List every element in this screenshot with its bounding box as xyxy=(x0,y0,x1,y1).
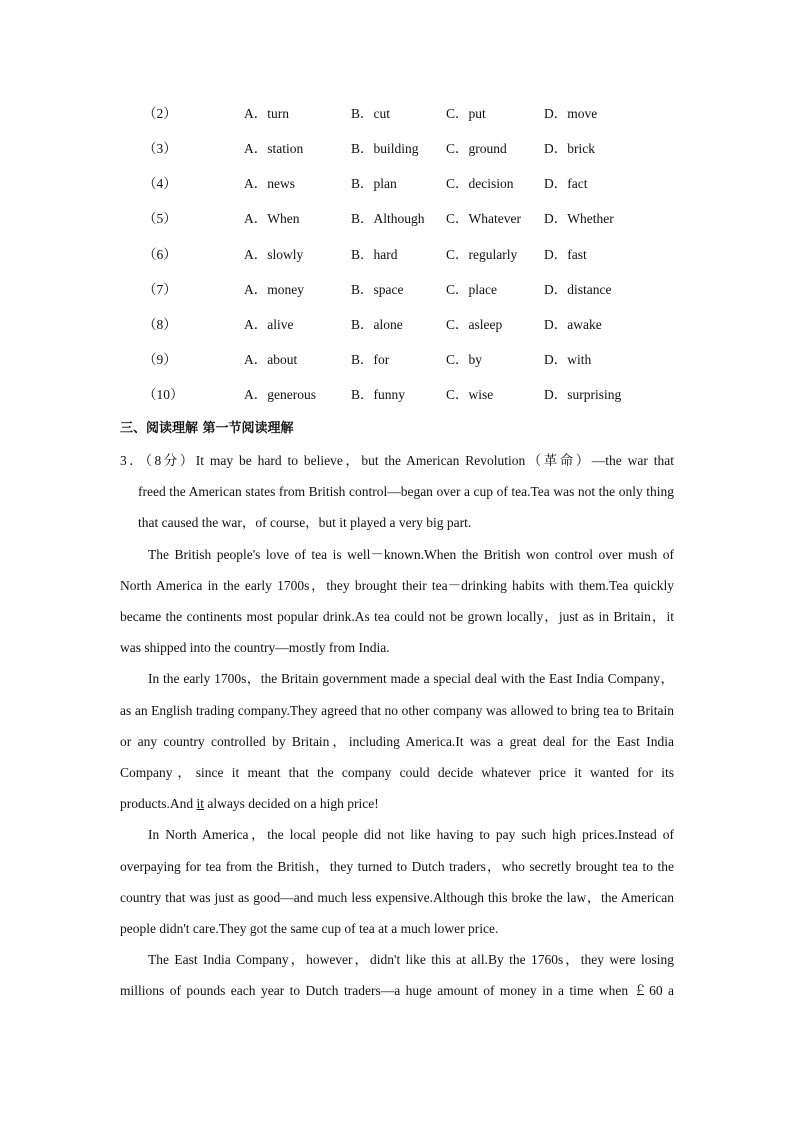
option-c: C．place xyxy=(446,282,497,297)
passage-paragraph-1: The British people's love of tea is well－known.When the British won control over mush of North America in the early 1700s，they brought their tea－drinking habits with them.Tea quickly became the continents most popular drink.As tea could not be grown locally，just as in Britain，it was shipped into the country—mostly from India. xyxy=(120,546,674,656)
option-c: C．put xyxy=(446,106,486,121)
question-stem-first-line: 3．（8分）It may be hard to believe，but the American Revolution（革命）—the war that xyxy=(120,453,674,468)
option-c: C．ground xyxy=(446,141,507,156)
option-d: D．brick xyxy=(544,141,595,156)
question-stem-continuation: freed the American states from British control—began over a cup of tea.Tea was not the only thing that caused the war，of course，but it played a very big part. xyxy=(138,484,674,531)
option-d: D．Whether xyxy=(544,211,614,226)
option-a: A．alive xyxy=(244,317,294,332)
question-number: （10） xyxy=(143,387,184,402)
question-number: （4） xyxy=(143,176,177,191)
option-b: B．hard xyxy=(351,247,398,262)
option-b: B．funny xyxy=(351,387,405,402)
question-number: （6） xyxy=(143,247,177,262)
question-number: （3） xyxy=(143,141,177,156)
option-c: C．by xyxy=(446,352,483,367)
option-d: D．fast xyxy=(544,247,587,262)
question-number: （2） xyxy=(143,106,177,121)
passage-paragraph-2 xyxy=(120,663,674,819)
option-b: B．alone xyxy=(351,317,403,332)
option-a: A．When xyxy=(244,211,300,226)
option-c: C．asleep xyxy=(446,317,503,332)
question-number: （9） xyxy=(143,352,177,367)
question-number: （5） xyxy=(143,211,177,226)
option-b: B．Although xyxy=(351,211,425,226)
option-a: A．station xyxy=(244,141,304,156)
option-d: D．move xyxy=(544,106,598,121)
option-a: A．about xyxy=(244,352,298,367)
option-a: A．generous xyxy=(244,387,316,402)
option-b: B．plan xyxy=(351,176,397,191)
underlined-it: it xyxy=(196,796,205,812)
reading-passage xyxy=(120,445,674,1007)
option-c: C．decision xyxy=(446,176,514,191)
option-b: B．for xyxy=(351,352,390,367)
option-d: D．surprising xyxy=(544,387,622,402)
paragraph-2-text-b: always decided on a high price! xyxy=(204,796,379,812)
option-b: B．cut xyxy=(351,106,390,121)
option-a: A．turn xyxy=(244,106,289,121)
option-c: C．regularly xyxy=(446,247,518,262)
question-number: （8） xyxy=(143,317,177,332)
option-d: D．fact xyxy=(544,176,588,191)
question-number: （7） xyxy=(143,282,177,297)
option-d: D．awake xyxy=(544,317,602,332)
option-a: A．money xyxy=(244,282,304,297)
option-a: A．slowly xyxy=(244,247,304,262)
section-title: 三、阅读理解 第一节阅读理解 xyxy=(120,421,294,436)
option-d: D．distance xyxy=(544,282,612,297)
option-b: B．building xyxy=(351,141,419,156)
option-c: C．Whatever xyxy=(446,211,521,226)
option-d: D．with xyxy=(544,352,592,367)
option-a: A．news xyxy=(244,176,295,191)
option-c: C．wise xyxy=(446,387,494,402)
paragraph-2-text-a: In the early 1700s，the Britain government made a special deal with the East India Company，as an English trading company.They agreed that no other company was allowed to bring tea to Britain or any country controlled by Britain，including America.It was a great deal for the East India Company，since it meant that the company could decide whatever price it wanted for its products.And xyxy=(120,671,674,812)
passage-paragraph-3: In North America，the local people did not like having to pay such high prices.Instead of overpaying for tea from the British，they turned to Dutch traders，who secretly brought tea to the country that was just as good—and much less expensive.Although this broke the law，the American people didn't care.They got the same cup of tea at a much lower price. xyxy=(120,827,674,937)
option-b: B．space xyxy=(351,282,404,297)
passage-paragraph-4: The East India Company，however，didn't like this at all.By the 1760s，they were losing millions of pounds each year to Dutch traders—a huge amount of money in a time when ￡60 a xyxy=(120,952,674,999)
